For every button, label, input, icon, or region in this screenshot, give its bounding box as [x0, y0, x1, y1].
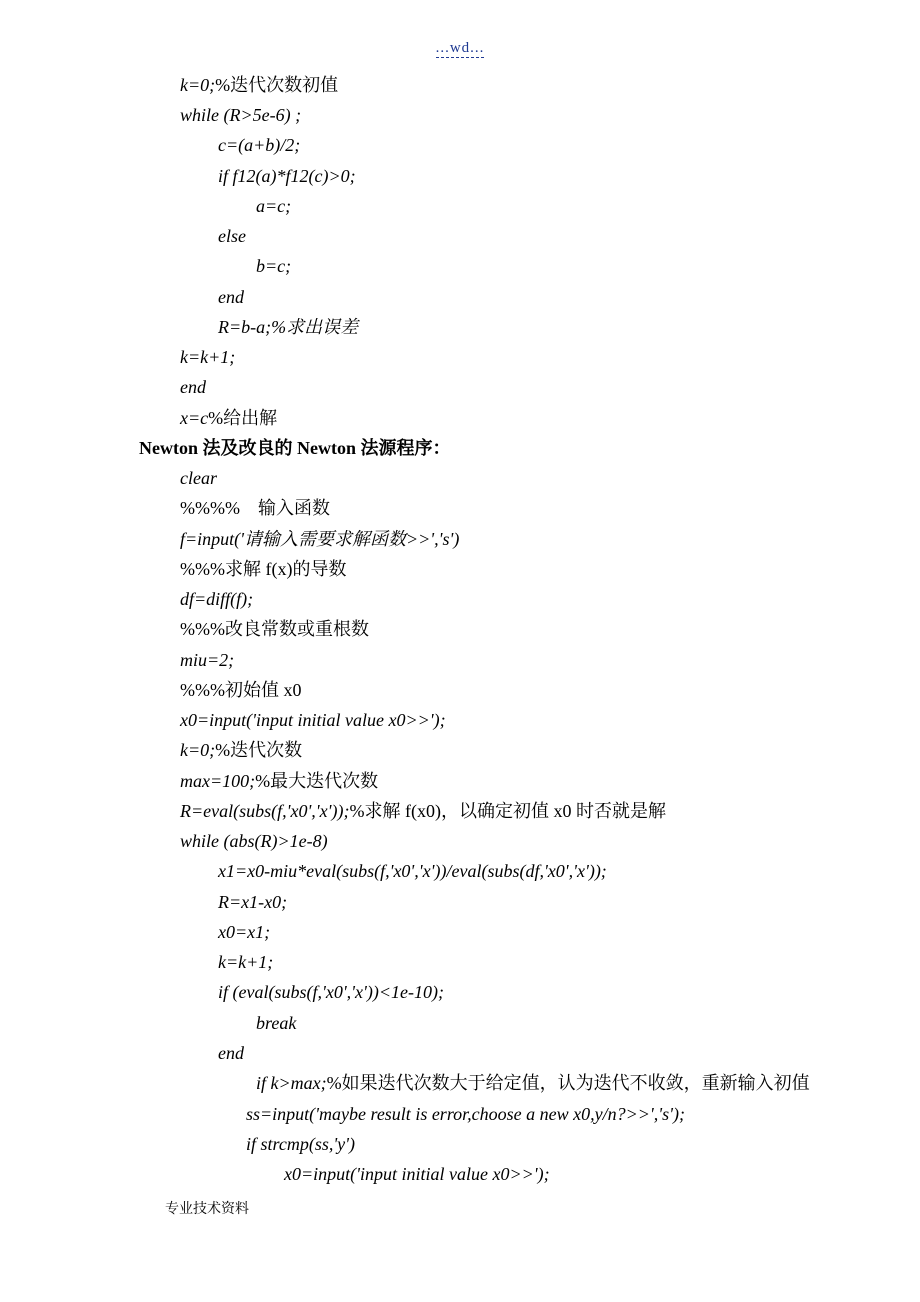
page-header	[0, 40, 920, 57]
code-line: while (R>5e-6) ;	[180, 105, 302, 125]
code-line: max=100;%最大迭代次数	[180, 771, 379, 791]
code-line: x0=input('input initial value x0>>');	[180, 710, 446, 730]
code-line: f=input('请输入需要求解函数>>','s')	[180, 529, 460, 549]
code-line: k=k+1;	[180, 347, 236, 367]
comment-line: %%%初始值 x0	[180, 680, 302, 700]
code-line: b=c;	[256, 256, 292, 276]
code-line: if strcmp(ss,'y')	[246, 1134, 356, 1154]
code-line: R=b-a;%求出误差	[218, 317, 359, 337]
header-text: ...wd...	[435, 40, 485, 56]
section-heading: Newton 法及改良的 Newton 法源程序：	[139, 438, 451, 458]
code-line: R=eval(subs(f,'x0','x'));%求解 f(x0)，以确定初值 x0 时否就是解	[180, 801, 666, 821]
code-line: x0=input('input initial value x0>>');	[284, 1164, 550, 1184]
code-line: x1=x0-miu*eval(subs(f,'x0','x'))/eval(subs(df,'x0','x'));	[218, 861, 607, 881]
code-line: ss=input('maybe result is error,choose a new x0,y/n?>>','s');	[246, 1104, 685, 1124]
page-footer: 专业技术资料	[165, 1202, 249, 1217]
comment-line: %%%改良常数或重根数	[180, 619, 369, 639]
code-line: k=k+1;	[218, 952, 274, 972]
code-line: end	[218, 287, 244, 307]
code-line: if (eval(subs(f,'x0','x'))<1e-10);	[218, 982, 444, 1002]
code-line: df=diff(f);	[180, 589, 254, 609]
code-line: x0=x1;	[218, 922, 271, 942]
code-line: if f12(a)*f12(c)>0;	[218, 166, 356, 186]
comment-line: %%%% 输入函数	[180, 498, 330, 518]
code-line: end	[218, 1043, 244, 1063]
code-line: else	[218, 226, 246, 246]
code-line: clear	[180, 468, 217, 488]
code-line: while (abs(R)>1e-8)	[180, 831, 328, 851]
code-line: c=(a+b)/2;	[218, 135, 301, 155]
code-line: if k>max;%如果迭代次数大于给定值，认为迭代不收敛，重新输入初值	[256, 1073, 810, 1093]
code-line: R=x1-x0;	[218, 892, 288, 912]
comment-line: %%%求解 f(x)的导数	[180, 559, 347, 579]
code-line: a=c;	[256, 196, 292, 216]
code-line: x=c%给出解	[180, 408, 278, 428]
code-line: k=0;%迭代次数初值	[180, 75, 339, 95]
code-line: break	[256, 1013, 297, 1033]
code-line: k=0;%迭代次数	[180, 740, 303, 760]
code-line: miu=2;	[180, 650, 235, 670]
code-line: end	[180, 377, 206, 397]
